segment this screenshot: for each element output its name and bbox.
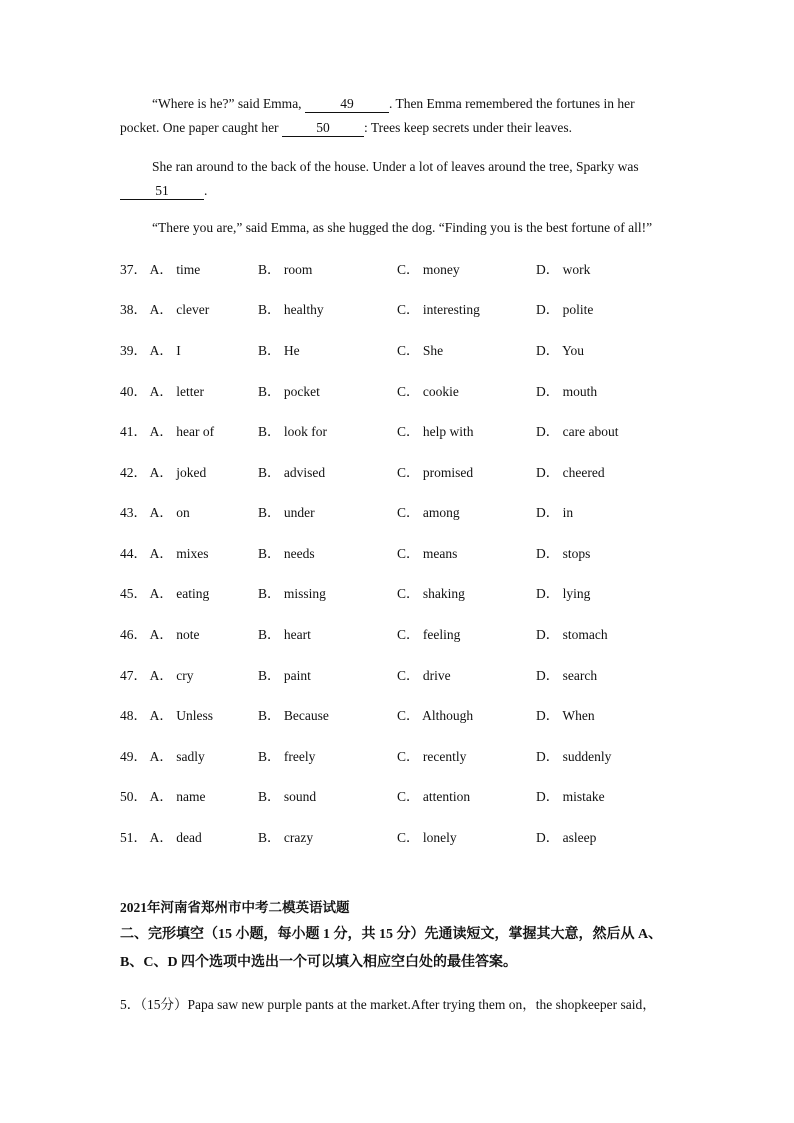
option-a-text: A． note (149, 627, 200, 642)
question-number: 47． (120, 668, 147, 683)
question-5-text: 5．（15分）Papa saw new purple pants at the market.After trying them on，the shopkeeper said， (120, 997, 656, 1012)
exam-title: 2021年河南省郑州市中考二模英语试题 (120, 900, 350, 915)
question-row (120, 745, 680, 765)
option-a (120, 582, 209, 602)
question-row (120, 461, 680, 481)
option-b: B． healthy (258, 302, 324, 317)
option-c: C． means (397, 546, 458, 561)
option-d: D． stops (536, 546, 591, 561)
option-a (120, 745, 205, 765)
option-a-text: A． mixes (149, 546, 209, 561)
option-c: C． attention (397, 789, 471, 804)
option-d: D． mistake (536, 789, 605, 804)
option-a-text: A． joked (149, 465, 207, 480)
question-row (120, 420, 680, 440)
question-row (120, 704, 680, 724)
passage-text: : Trees keep secrets under their leaves. (363, 120, 572, 135)
option-c: C． cookie (397, 384, 459, 399)
option-d: D． polite (536, 302, 594, 317)
option-a-text: A． letter (149, 384, 204, 399)
question-number: 39． (120, 343, 147, 358)
question-row (120, 623, 680, 643)
option-d: D． lying (536, 586, 591, 601)
option-a (120, 258, 200, 278)
question-number: 51． (120, 830, 147, 845)
answer-blank-51: 51 (120, 183, 204, 200)
option-a-text: A． time (149, 262, 201, 277)
option-a-text: A． Unless (149, 708, 214, 723)
option-c: C． help with (397, 424, 474, 439)
question-row (120, 542, 680, 562)
answer-blank-50: 50 (282, 120, 364, 137)
answer-blank-49: 49 (305, 96, 389, 113)
question-row (120, 258, 680, 278)
question-row (120, 380, 680, 400)
option-b: B． crazy (258, 830, 314, 845)
question-row (120, 501, 680, 521)
option-a-text: A． I (149, 343, 181, 358)
question-row (120, 664, 680, 684)
question-number: 49． (120, 749, 147, 764)
option-c: C． She (397, 343, 444, 358)
option-c: C． drive (397, 668, 451, 683)
question-number: 50． (120, 789, 147, 804)
passage-text: . (204, 183, 208, 198)
question-number: 37． (120, 262, 147, 277)
passage-paragraph-2-cont (120, 179, 680, 203)
option-b: B． Because (258, 708, 329, 723)
question-number: 45． (120, 586, 147, 601)
option-d: D． care about (536, 424, 619, 439)
option-d: D． cheered (536, 465, 605, 480)
option-c: C． feeling (397, 627, 461, 642)
option-a-text: A． clever (149, 302, 210, 317)
passage-text: . Then Emma remembered the fortunes in her (388, 96, 635, 111)
option-d: D． asleep (536, 830, 597, 845)
option-a-text: A． dead (149, 830, 202, 845)
option-b: B． advised (258, 465, 326, 480)
option-a (120, 420, 214, 440)
option-c: C． recently (397, 749, 467, 764)
option-a (120, 623, 200, 643)
section-instruction: 二、完形填空（15 小题，每小题 1 分，共 15 分）先通读短文，掌握其大意，然后从 A、B、C、D 四个选项中选出一个可以填入相应空白处的最佳答案。 (120, 927, 663, 970)
question-row (120, 339, 680, 359)
option-b: B． paint (258, 668, 311, 683)
option-a-text: A． hear of (149, 424, 215, 439)
option-b: B． look for (258, 424, 327, 439)
passage-text: pocket. One paper caught her (120, 120, 279, 135)
option-d: D． search (536, 668, 598, 683)
option-b: B． missing (258, 586, 326, 601)
question-number: 41． (120, 424, 147, 439)
option-d: D． stomach (536, 627, 608, 642)
passage-text: She ran around to the back of the house. Under a lot of leaves around the tree, Sparky was (152, 159, 639, 174)
option-a-text: A． name (149, 789, 206, 804)
question-row (120, 785, 680, 805)
option-a (120, 339, 181, 359)
question-row (120, 298, 680, 318)
passage-text: “Where is he?” said Emma, (152, 96, 302, 111)
option-c: C． money (397, 262, 460, 277)
option-b: B． room (258, 262, 313, 277)
option-a (120, 501, 190, 521)
option-d: D． work (536, 262, 591, 277)
option-a (120, 298, 209, 318)
passage-paragraph-3 (120, 216, 712, 240)
option-a-text: A． eating (149, 586, 210, 601)
option-d: D． in (536, 505, 574, 520)
question-number: 46． (120, 627, 147, 642)
option-a (120, 704, 213, 724)
question-row (120, 582, 680, 602)
option-a (120, 380, 204, 400)
question-number: 40． (120, 384, 147, 399)
passage-text: “There you are,” said Emma, as she hugged the dog. “Finding you is the best fortune of all!” (152, 220, 653, 235)
option-b: B． He (258, 343, 300, 358)
option-d: D． You (536, 343, 585, 358)
question-number: 43． (120, 505, 147, 520)
question-row (120, 826, 680, 846)
option-d: D． mouth (536, 384, 598, 399)
passage-paragraph-2 (120, 155, 712, 179)
option-d: D． suddenly (536, 749, 612, 764)
option-a (120, 542, 209, 562)
question-number: 42． (120, 465, 147, 480)
option-c: C． shaking (397, 586, 465, 601)
passage-paragraph-1 (120, 92, 712, 116)
option-c: C． Although (397, 708, 474, 723)
passage-paragraph-1-cont (120, 116, 680, 140)
option-b: B． heart (258, 627, 311, 642)
option-c: C． among (397, 505, 460, 520)
option-a (120, 461, 206, 481)
option-a (120, 785, 206, 805)
question-number: 48． (120, 708, 147, 723)
option-a (120, 664, 194, 684)
option-a-text: A． sadly (149, 749, 205, 764)
option-b: B． needs (258, 546, 315, 561)
option-a-text: A． cry (149, 668, 194, 683)
option-b: B． under (258, 505, 315, 520)
option-b: B． freely (258, 749, 316, 764)
option-b: B． sound (258, 789, 317, 804)
option-c: C． lonely (397, 830, 457, 845)
option-a-text: A． on (149, 505, 190, 520)
question-number: 44． (120, 546, 147, 561)
option-a (120, 826, 202, 846)
option-b: B． pocket (258, 384, 320, 399)
option-d: D． When (536, 708, 595, 723)
question-number: 38． (120, 302, 147, 317)
option-c: C． promised (397, 465, 474, 480)
option-c: C． interesting (397, 302, 480, 317)
